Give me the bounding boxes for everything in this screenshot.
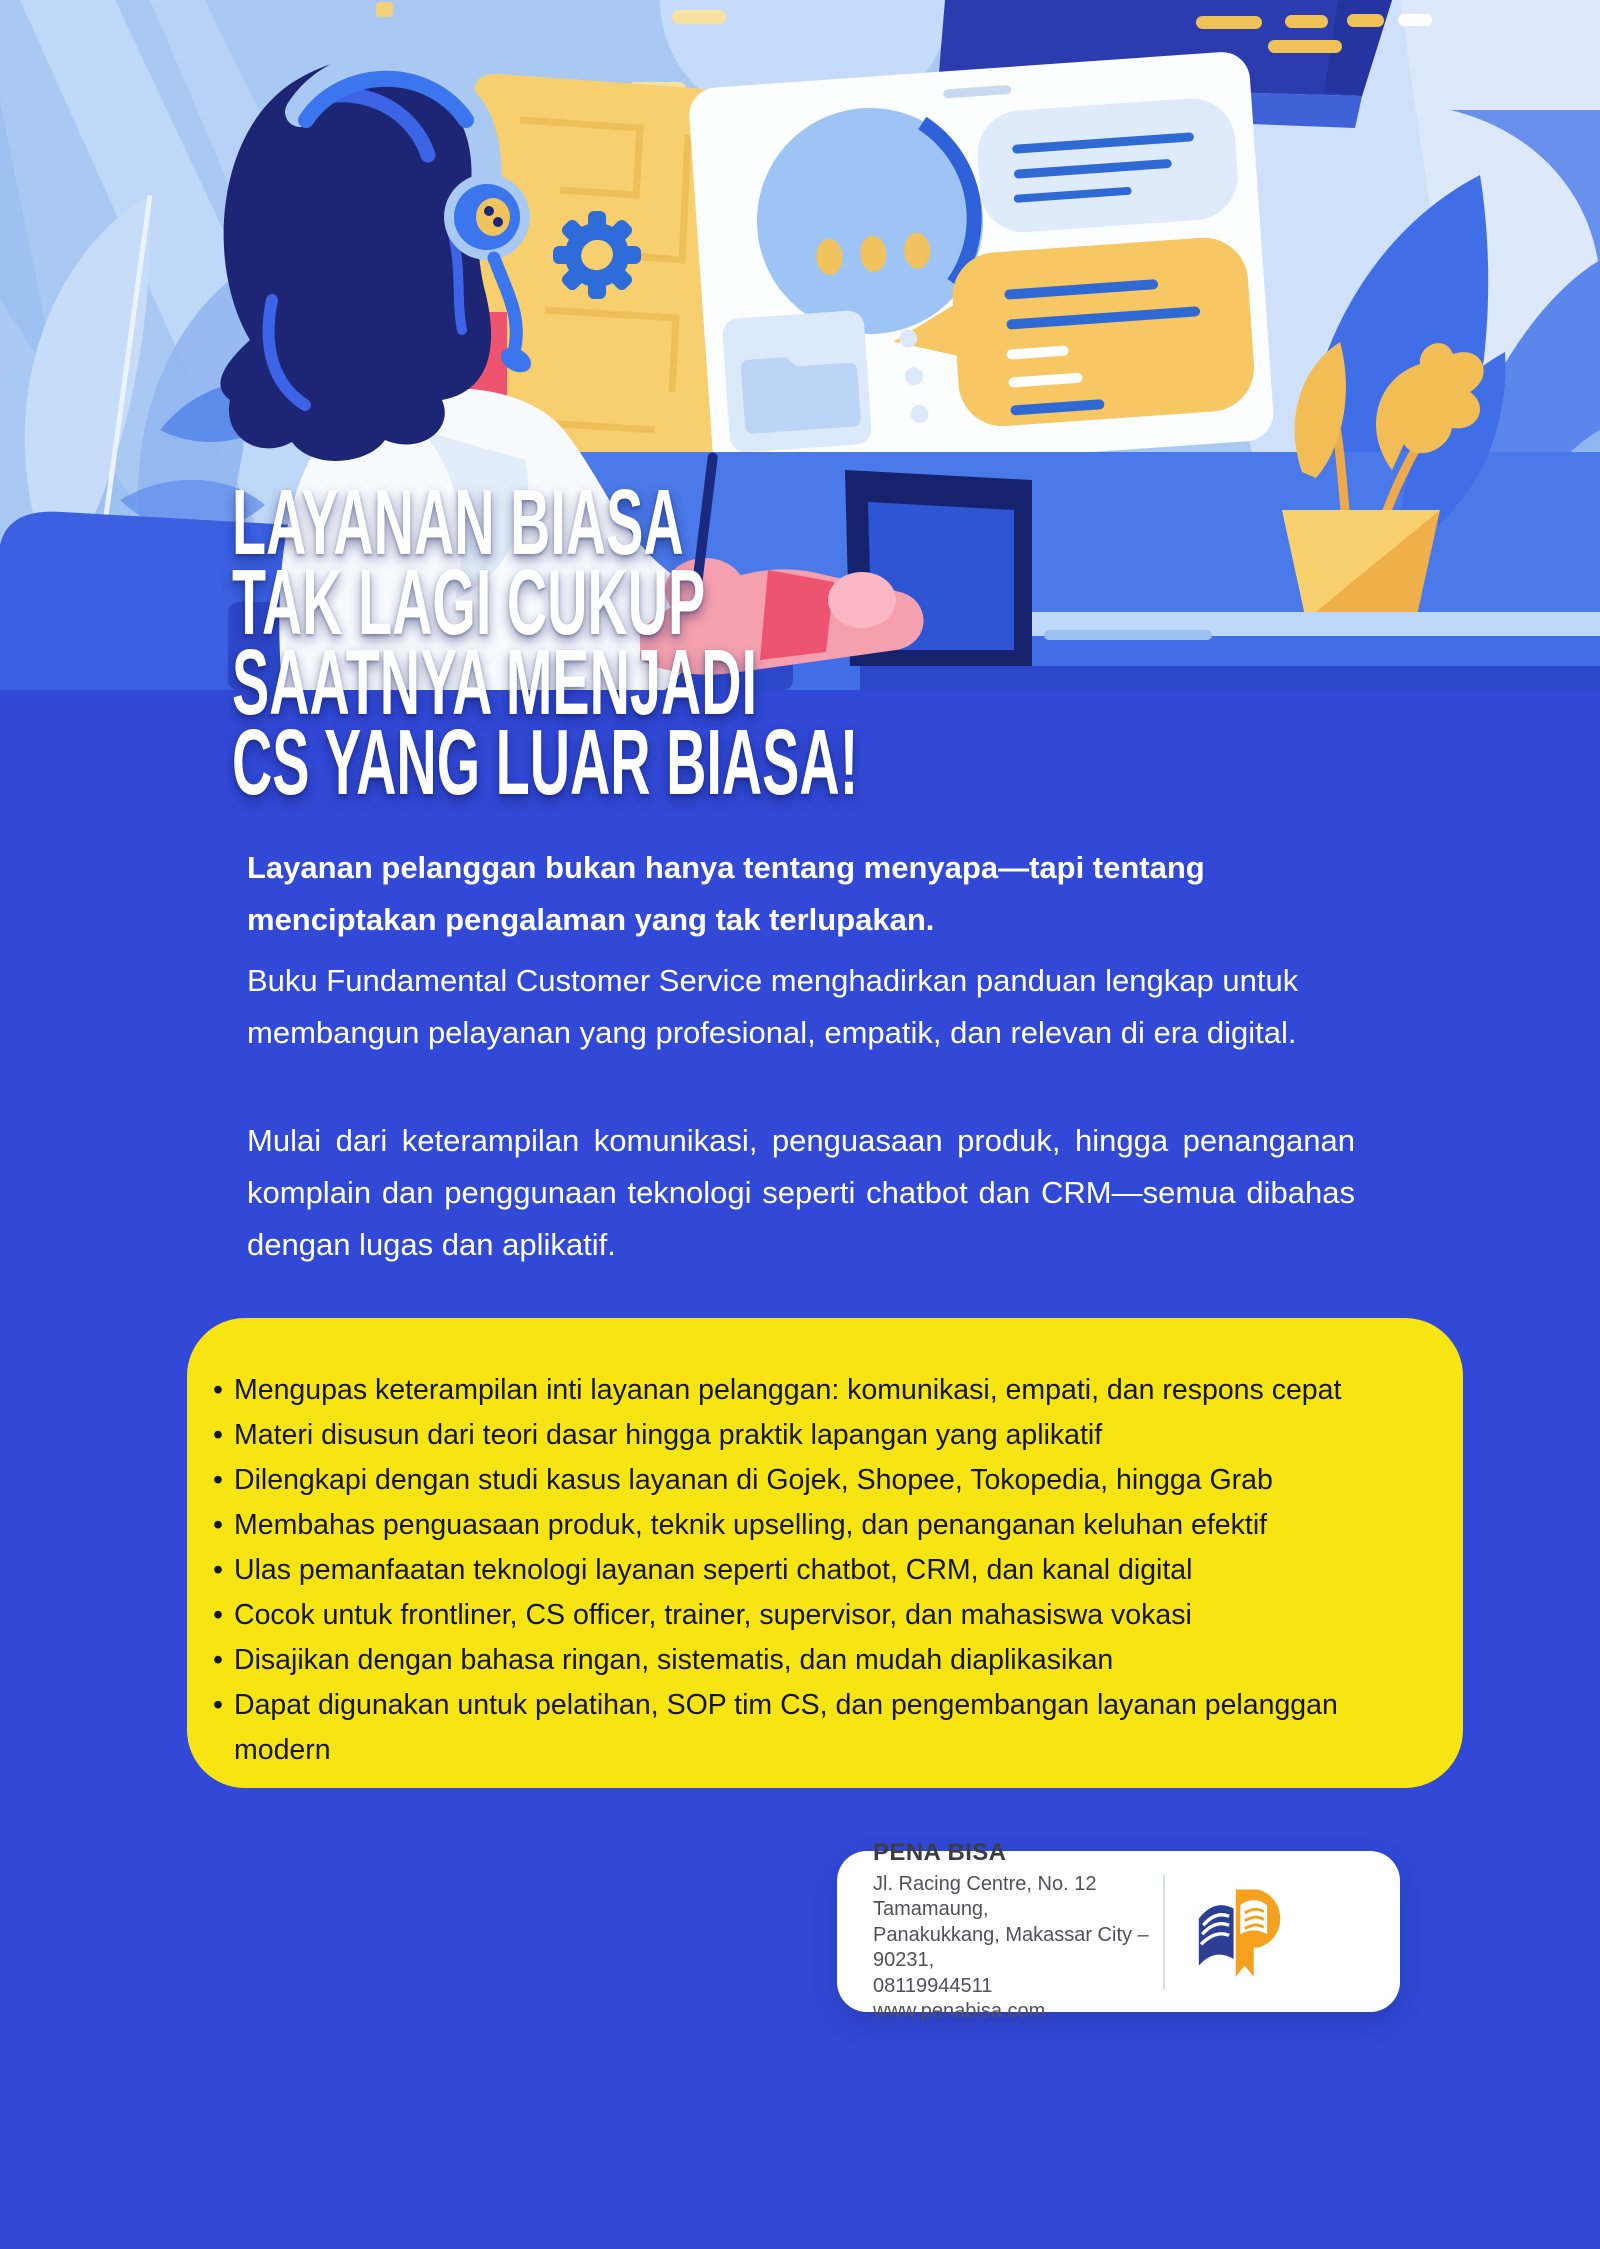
highlight-item (213, 1368, 1429, 1413)
publisher-website: www.penabisa.com (873, 2000, 1046, 2022)
divider (1163, 1874, 1165, 1990)
publisher-info (837, 1839, 1159, 2025)
highlight-item (213, 1593, 1429, 1638)
publisher-address-line: Jl. Racing Centre, No. 12 Tamamaung, (873, 1872, 1097, 1920)
highlight-text: • Disajikan dengan bahasa ringan, sistematis, dan mudah diaplikasikan (233, 1644, 1114, 1676)
headline (232, 470, 1276, 814)
pena-bisa-logo-icon (1191, 1876, 1303, 1988)
monitor-icon (687, 50, 1275, 478)
publisher-address-line: 08119944511 (873, 1974, 993, 1997)
publisher-address-line: Panakukkang, Makassar City – 90231, (873, 1923, 1149, 1971)
highlights-list (213, 1368, 1429, 1773)
body-text-1: Buku Fundamental Customer Service menghadirkan panduan lengkap untuk membangun pelayanan yang profesional, empatik, dan relevan di era digital. (247, 963, 1299, 1050)
highlight-text: • Dapat digunakan untuk pelatihan, SOP tim CS, dan pengembangan layanan pelanggan modern (233, 1689, 1338, 1766)
highlight-item (213, 1413, 1429, 1458)
highlight-text: • Membahas penguasaan produk, teknik upselling, dan penanganan keluhan efektif (233, 1509, 1268, 1541)
highlight-item (213, 1503, 1429, 1548)
highlight-item (213, 1638, 1429, 1683)
highlight-text: • Cocok untuk frontliner, CS officer, trainer, supervisor, dan mahasiswa vokasi (233, 1599, 1192, 1631)
headline-line: TAK LAGI CUKUP (232, 550, 706, 654)
publisher-card (837, 1838, 1400, 2022)
intro-paragraph (247, 842, 1355, 946)
headline-line: LAYANAN BIASA (232, 470, 684, 574)
highlight-item (213, 1458, 1429, 1503)
publisher-name: PENA BISA (873, 1838, 1007, 1866)
body-paragraph-2 (247, 1115, 1355, 1271)
highlight-item (213, 1683, 1429, 1773)
highlight-text: • Mengupas keterampilan inti layanan pelanggan: komunikasi, empati, dan respons cepat (233, 1374, 1342, 1406)
folder-icon (721, 310, 872, 454)
body-paragraph-1 (247, 955, 1355, 1059)
headline-line: SAATNYA MENJADI (232, 630, 758, 734)
intro-text: Layanan pelanggan bukan hanya tentang menyapa—tapi tentang menciptakan pengalaman yang tak terlupakan. (247, 850, 1205, 937)
gear-icon (553, 211, 641, 299)
highlight-text: • Ulas pemanfaatan teknologi layanan seperti chatbot, CRM, dan kanal digital (233, 1554, 1193, 1586)
publisher-address (873, 1872, 1159, 2000)
body-text-2: Mulai dari keterampilan komunikasi, penguasaan produk, hingga penanganan komplain dan penggunaan teknologi seperti chatbot dan CRM—semua dibahas dengan lugas dan aplikatif. (247, 1123, 1355, 1262)
highlight-text: • Materi disusun dari teori dasar hingga praktik lapangan yang aplikatif (233, 1419, 1103, 1451)
chat-bubble-icon (975, 95, 1241, 235)
highlight-item (213, 1548, 1429, 1593)
highlight-text: • Dilengkapi dengan studi kasus layanan di Gojek, Shopee, Tokopedia, hingga Grab (233, 1464, 1273, 1496)
highlights-box (187, 1318, 1463, 1788)
headline-line: CS YANG LUAR BIASA! (232, 710, 859, 814)
